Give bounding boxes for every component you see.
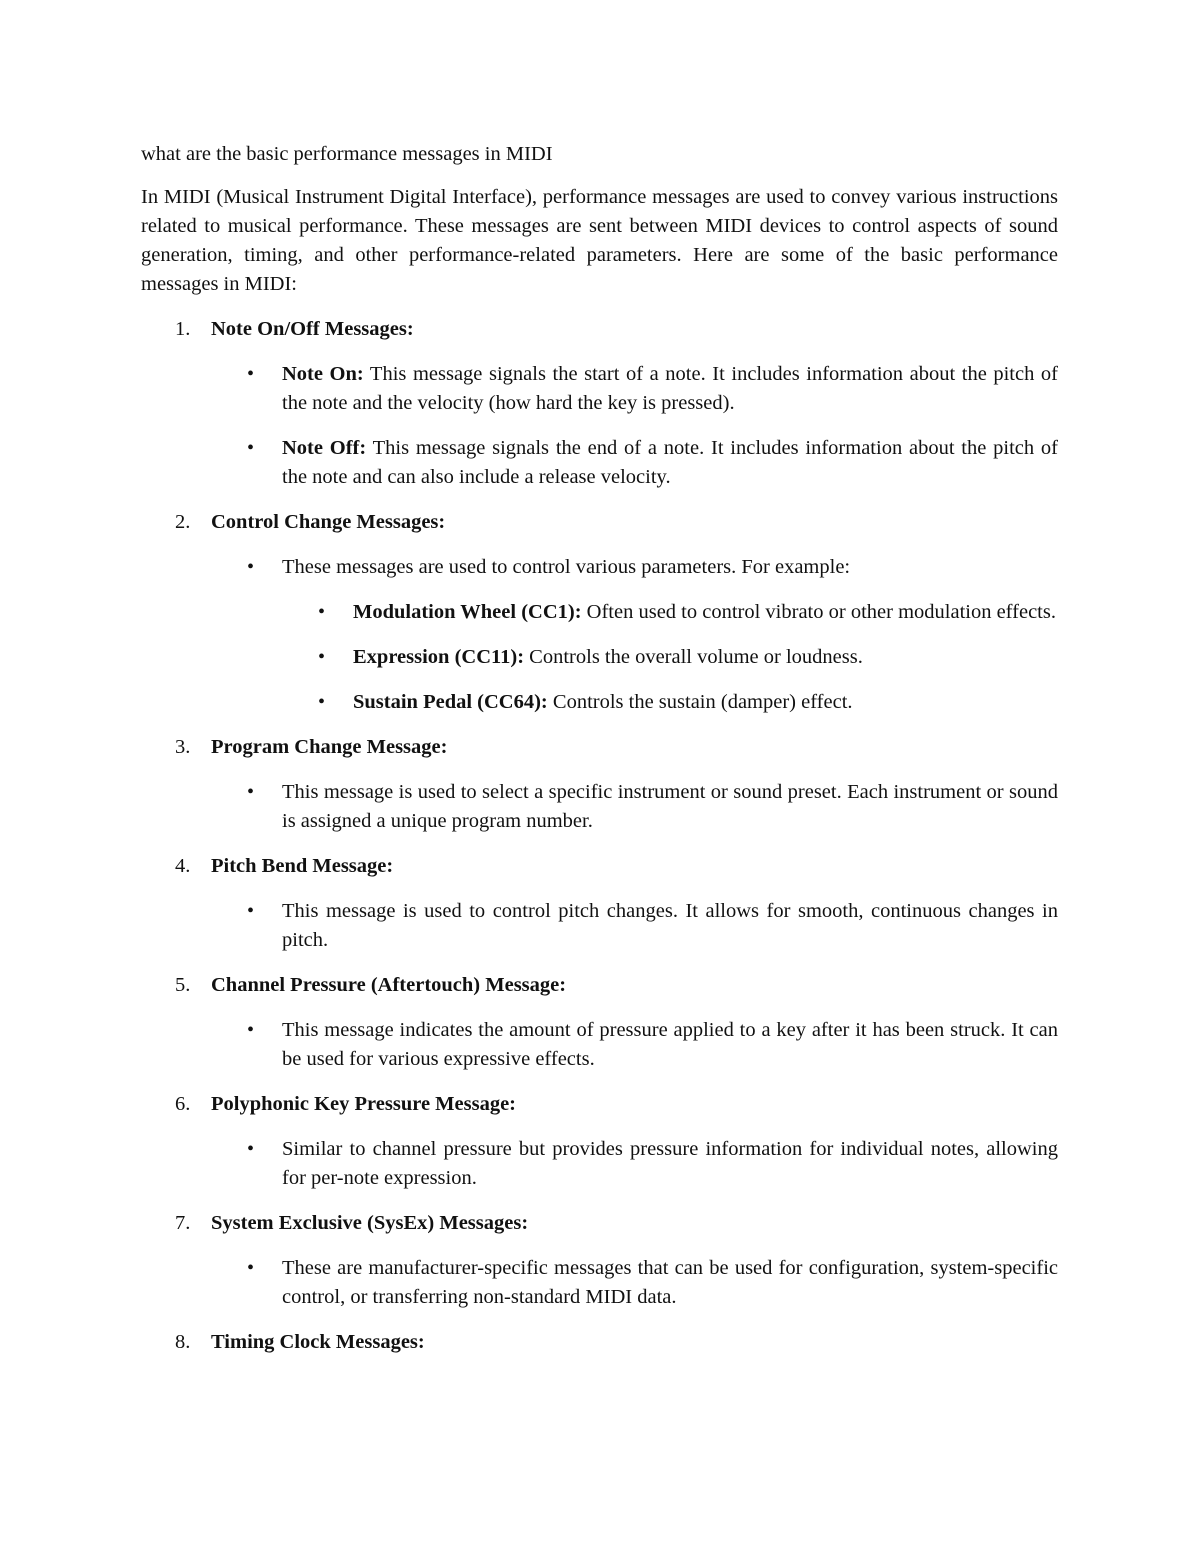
bullet-text: These messages are used to control various parameters. For example: [282,556,851,578]
bullet-text: This message is used to select a specific instrument or sound preset. Each instrument or sound is assigned a unique program number. [282,781,1058,832]
item-number: 6. [175,1093,191,1115]
list-item [141,508,1058,717]
message-list [141,315,1058,1357]
item-number: 5. [175,974,191,996]
item-heading: Channel Pressure (Aftertouch) Message: [211,974,567,996]
sub-bullet-list [282,598,1058,717]
bullet-item [211,434,1058,492]
item-heading: Polyphonic Key Pressure Message: [211,1093,516,1115]
bullet-icon: • [247,1257,255,1279]
bullet-icon: • [318,691,326,713]
bullet-item [211,1016,1058,1074]
question-text: what are the basic performance messages in MIDI [141,143,553,165]
sub-bullet-text: Controls the overall volume or loudness. [524,646,863,668]
sub-bullet-item [282,688,1058,717]
bullet-list [211,1254,1058,1312]
bullet-icon: • [247,363,255,385]
bullet-icon: • [247,900,255,922]
bullet-text: These are manufacturer-specific messages that can be used for configuration, system-specific control, or transferring non-standard MIDI data. [282,1257,1058,1308]
bullet-item [211,1254,1058,1312]
bullet-icon: • [247,556,255,578]
item-number: 7. [175,1212,191,1234]
item-heading: Timing Clock Messages: [211,1331,425,1353]
bullet-text: This message signals the end of a note. It includes information about the pitch of the note and can also include a release velocity. [282,437,1058,488]
bullet-icon: • [247,781,255,803]
bullet-list [211,897,1058,955]
intro-paragraph: In MIDI (Musical Instrument Digital Interface), performance messages are used to convey various instructions related to musical performance. These messages are sent between MIDI devices to control aspects of sound generation, timing, and other performance-related parameters. Here are some of the basic performance messages in MIDI: [141,186,1058,295]
item-number: 8. [175,1331,191,1353]
sub-bullet-label: Modulation Wheel (CC1): [353,601,582,623]
bullet-icon: • [247,1138,255,1160]
bullet-list [211,1135,1058,1193]
list-item [141,1328,1058,1357]
sub-bullet-item [282,598,1058,627]
bullet-list [211,1016,1058,1074]
bullet-item [211,553,1058,717]
bullet-icon: • [318,601,326,623]
bullet-icon: • [318,646,326,668]
bullet-list [211,778,1058,836]
item-number: 3. [175,736,191,758]
item-heading: Note On/Off Messages: [211,318,414,340]
item-heading: Control Change Messages: [211,511,446,533]
list-item [141,1090,1058,1193]
bullet-label: Note Off: [282,437,367,459]
sub-bullet-text: Controls the sustain (damper) effect. [547,691,853,713]
item-number: 2. [175,511,191,533]
bullet-text: This message is used to control pitch changes. It allows for smooth, continuous changes in pitch. [282,900,1058,951]
item-heading: System Exclusive (SysEx) Messages: [211,1212,529,1234]
item-heading: Program Change Message: [211,736,448,758]
list-item [141,733,1058,836]
list-item [141,1209,1058,1312]
bullet-list [211,553,1058,717]
sub-bullet-text: Often used to control vibrato or other modulation effects. [581,601,1056,623]
bullet-item [211,1135,1058,1193]
bullet-text: This message indicates the amount of pressure applied to a key after it has been struck. It can be used for various expressive effects. [282,1019,1058,1070]
sub-bullet-label: Sustain Pedal (CC64): [353,691,548,713]
bullet-label: Note On: [282,363,364,385]
list-item [141,971,1058,1074]
sub-bullet-label: Expression (CC11): [353,646,525,668]
bullet-icon: • [247,437,255,459]
bullet-item [211,360,1058,418]
item-number: 1. [175,318,191,340]
list-item [141,852,1058,955]
list-item [141,315,1058,492]
bullet-list [211,360,1058,492]
item-heading: Pitch Bend Message: [211,855,394,877]
bullet-icon: • [247,1019,255,1041]
bullet-item [211,778,1058,836]
bullet-item [211,897,1058,955]
bullet-text: This message signals the start of a note. It includes information about the pitch of the note and the velocity (how hard the key is pressed). [282,363,1058,414]
sub-bullet-item [282,643,1058,672]
bullet-text: Similar to channel pressure but provides pressure information for individual notes, allowing for per-note expression. [282,1138,1058,1189]
item-number: 4. [175,855,191,877]
